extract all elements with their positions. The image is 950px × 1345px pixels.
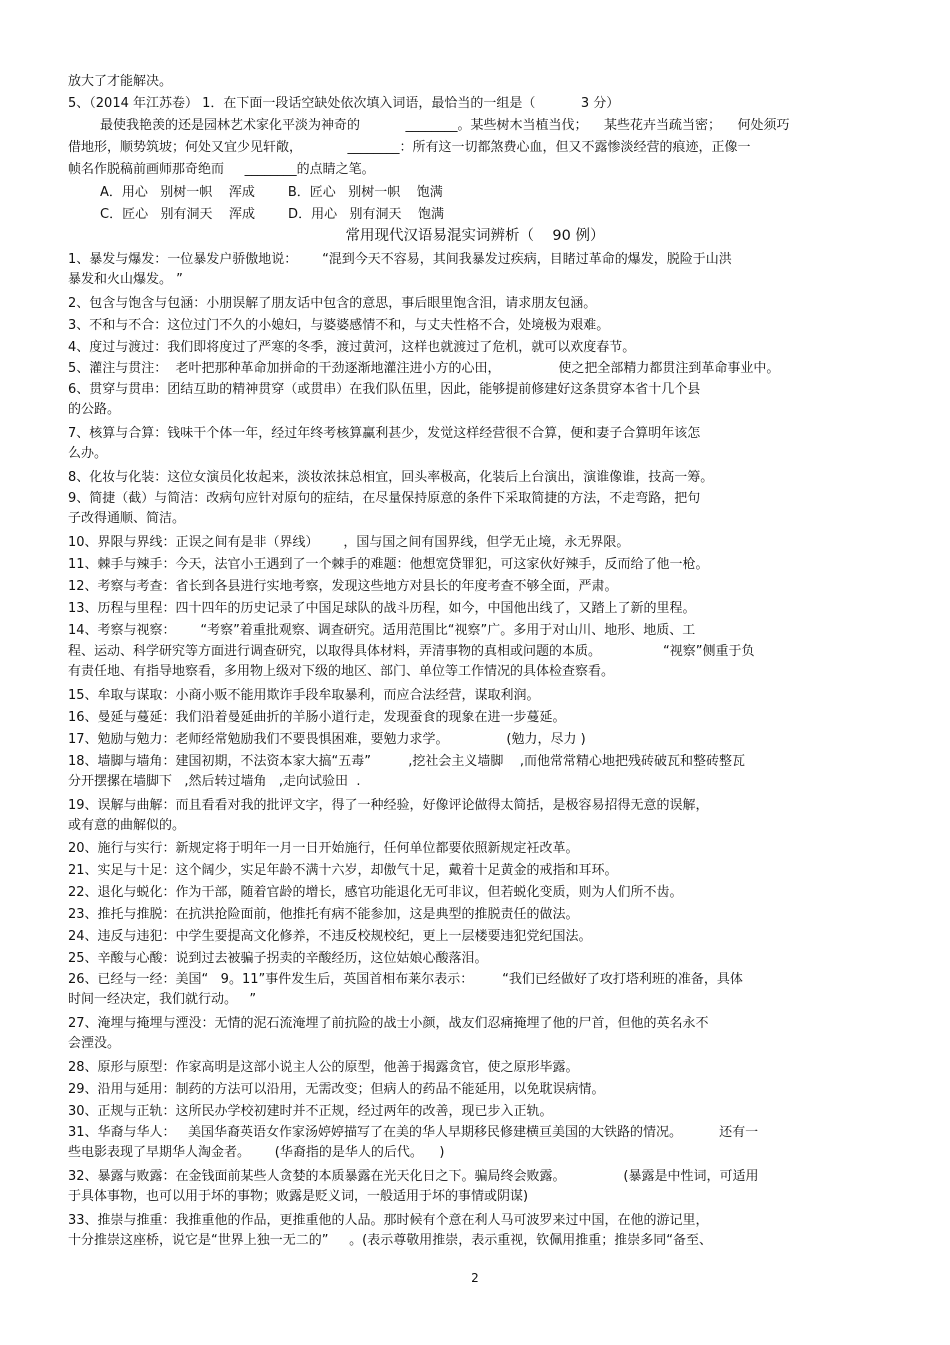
entry-line: 9、简捷（截）与简洁：改病句应针对原句的症结，在尽量保持原意的条件下采取简捷的方法，不走弯路，把句 bbox=[68, 491, 701, 506]
entry-line: 18、墙脚与墙角：建国初期，不法资本家大搞“五毒” ,挖社会主义墙脚 ,而他常常精心地把残砖破瓦和整砖整瓦 bbox=[68, 754, 745, 769]
entry-line: 22、退化与蜕化：作为干部，随着官龄的增长，感官功能退化无可非议，但若蜕化变质，则为人们所不齿。 bbox=[68, 885, 683, 900]
entry-line: 30、正规与正轨：这所民办学校初建时并不正规，经过两年的改善，现已步入正轨。 bbox=[68, 1104, 553, 1119]
entry-line: 15、牟取与谋取：小商小贩不能用欺诈手段牟取暴利，而应合法经营，谋取利润。 bbox=[68, 688, 540, 703]
entry-line: 31、华裔与华人： 美国华裔英语女作家汤婷婷描写了在美的华人早期移民修建横亘美国的大铁路的情况。 还有一 bbox=[68, 1125, 759, 1140]
text-line: 放大了才能解决。 bbox=[68, 74, 173, 89]
entry-line: 些电影表现了早期华人淘金者。 (华裔指的是华人的后代。 ) bbox=[68, 1145, 445, 1160]
entry-line: 么办。 bbox=[68, 446, 108, 461]
entry-line: 17、勉励与勉力：老师经常勉励我们不要畏惧困难，要勉力求学。 (勉力，尽力 ) bbox=[68, 732, 586, 747]
entry-line: 33、推崇与推重：我推重他的作品，更推重他的人品。那时候有个意在利人马可波罗来过中国，在他的游记里， bbox=[68, 1213, 709, 1228]
entry-line: 26、已经与一经：美国“ 9。11”事件发生后，英国首相布莱尔表示： “我们已经做好了攻打塔利班的准备，具体 bbox=[68, 972, 743, 987]
entry-line: 1、暴发与爆发：一位暴发户骄傲地说： “混到今天不容易，其间我暴发过疾病，目睹过革命的爆发，脱险于山洪 bbox=[68, 252, 732, 267]
entry-line: 20、施行与实行：新规定将于明年一月一日开始施行，任何单位都要依照新规定衽改革。 bbox=[68, 841, 579, 856]
entry-line: 的公路。 bbox=[68, 402, 121, 417]
page-number: 2 bbox=[471, 1271, 479, 1285]
entry-line: 19、误解与曲解：而且看看对我的批评文字，得了一种经验，好像评论做得太简括，是极容易招得无意的误解， bbox=[68, 798, 709, 813]
entry-line: 12、考察与考查：省长到各县进行实地考察，发现这些地方对县长的年度考查不够全面，严肃。 bbox=[68, 579, 618, 594]
passage-line: 最使我艳羡的还是园林艺术家化平淡为神奇的 ________。某些树木当植当伐； 某些花卉当疏当密； 何处须巧 bbox=[100, 118, 790, 133]
entry-line: 32、暴露与败露：在金钱面前某些人贪婪的本质暴露在光天化日之下。骗局终会败露。 (暴露是中性词，可适用 bbox=[68, 1169, 759, 1184]
entry-line: 7、核算与合算：钱味干个体一年，经过年终考核算赢利甚少，发觉这样经营很不合算，便和妻子合算明年该怎 bbox=[68, 426, 701, 441]
entry-line: 十分推崇这座桥，说它是“世界上独一无二的” 。(表示尊敬用推崇，表示重视，钦佩用推重；推崇多同“备至、 bbox=[68, 1233, 712, 1248]
entry-line: 11、棘手与辣手：今天，法官小王遇到了一个棘手的难题：他想宽贷罪犯，可这家伙好辣手，反而给了他一枪。 bbox=[68, 557, 709, 572]
entry-line: 21、实足与十足：这个阔少，实足年龄不满十六岁，却傲气十足，戴着十足黄金的戒指和耳环。 bbox=[68, 863, 618, 878]
entry-line: 28、原形与原型：作家高明是这部小说主人公的原型，他善于揭露贪官，使之原形毕露。 bbox=[68, 1060, 579, 1075]
entry-line: 有责任地、有指导地察看，多用物上级对下级的地区、部门、单位等工作情况的具体检查察看。 bbox=[68, 664, 615, 679]
section-title: 常用现代汉语易混实词辨析（ 90 例） bbox=[345, 228, 605, 244]
entry-line: 24、违反与违犯：中学生要提高文化修养，不违反校规校纪，更上一层楼要违犯党纪国法。 bbox=[68, 929, 592, 944]
entry-line: 13、历程与里程：四十四年的历史记录了中国足球队的战斗历程，如今，中国他出线了，又踏上了新的里程。 bbox=[68, 601, 696, 616]
passage-line: 借地形，顺势筑坡；何处又宜少见轩敞， ________：所有这一切都煞费心血，但又不露惨淡经营的痕迹，正像一 bbox=[68, 140, 751, 155]
entry-line: 14、考察与视察： “考察”着重批观察、调查研究。适用范围比“视察”广。多用于对山川、地形、地质、工 bbox=[68, 623, 696, 638]
passage-line: 帧名作脱稿前画师那奇绝而 ________的点睛之笔。 bbox=[68, 162, 375, 177]
entry-line: 分开摆摞在墙脚下 ,然后转过墙角 ,走向试验田 . bbox=[68, 774, 361, 789]
answer-option-row: A．用心 别树一帜 浑成 B．匠心 别树一帜 饱满 bbox=[100, 185, 443, 200]
entry-line: 会湮没。 bbox=[68, 1036, 121, 1051]
entry-line: 8、化妆与化装：这位女演员化妆起来，淡妆浓抹总相宜，回头率极高，化装后上台演出，演谁像谁，技高一筹。 bbox=[68, 470, 714, 485]
entry-line: 3、不和与不合：这位过门不久的小媳妇，与婆婆感情不和，与丈夫性格不合，处境极为艰难。 bbox=[68, 318, 610, 333]
entry-line: 29、沿用与延用：制药的方法可以沿用，无需改变；但病人的药品不能延用，以免耽误病情。 bbox=[68, 1082, 605, 1097]
entry-line: 暴发和火山爆发。 ” bbox=[68, 272, 183, 287]
entry-line: 10、界限与界线：正误之间有是非（界线） ，国与国之间有国界线，但学无止境，永无界限。 bbox=[68, 535, 630, 550]
entry-line: 6、贯穿与贯串：团结互助的精神贯穿（或贯串）在我们队伍里，因此，能够提前修建好这条贯穿本省十几个县 bbox=[68, 382, 701, 397]
entry-line: 16、曼延与蔓延：我们沿着曼延曲折的羊肠小道行走，发现蚕食的现象在进一步蔓延。 bbox=[68, 710, 566, 725]
entry-line: 程、运动、科学研究等方面进行调查研究，以取得具体材料，弄清事物的真相或问题的本质。 “视察”侧重于负 bbox=[68, 644, 755, 659]
entry-line: 5、灌注与贯注： 老叶把那种革命加拼命的干劲逐渐地灌注进小方的心田， 使之把全部精力都贯注到革命事业中。 bbox=[68, 361, 780, 376]
entry-line: 时间一经决定，我们就行动。 ” bbox=[68, 992, 257, 1007]
entry-line: 或有意的曲解似的。 bbox=[68, 818, 186, 833]
entry-line: 23、推托与推脱：在抗洪抢险面前，他推托有病不能参加，这是典型的推脱责任的做法。 bbox=[68, 907, 579, 922]
answer-option-row: C．匠心 别有洞天 浑成 D．用心 别有洞天 饱满 bbox=[100, 207, 444, 222]
entry-line: 2、包含与饱含与包涵：小朋误解了朋友话中包含的意思，事后眼里饱含泪，请求朋友包涵。 bbox=[68, 296, 597, 311]
entry-line: 25、辛酸与心酸：说到过去被骗子拐卖的辛酸经历，这位姑娘心酸落泪。 bbox=[68, 951, 488, 966]
entry-line: 于具体事物，也可以用于坏的事物；败露是贬义词，一般适用于坏的事情或阴谋) bbox=[68, 1189, 529, 1204]
question-line: 5、（2014 年江苏卷） 1．在下面一段话空缺处依次填入词语，最恰当的一组是（ 3 分） bbox=[68, 96, 620, 111]
entry-line: 子改得通顺、简洁。 bbox=[68, 511, 186, 526]
entry-line: 4、度过与渡过：我们即将度过了严寒的冬季，渡过黄河，这样也就渡过了危机，就可以欢度春节。 bbox=[68, 340, 636, 355]
entry-line: 27、淹埋与掩埋与湮没：无情的泥石流淹埋了前抗险的战士小颜，战友们忍痛掩埋了他的尸首，但他的英名永不 bbox=[68, 1016, 709, 1031]
